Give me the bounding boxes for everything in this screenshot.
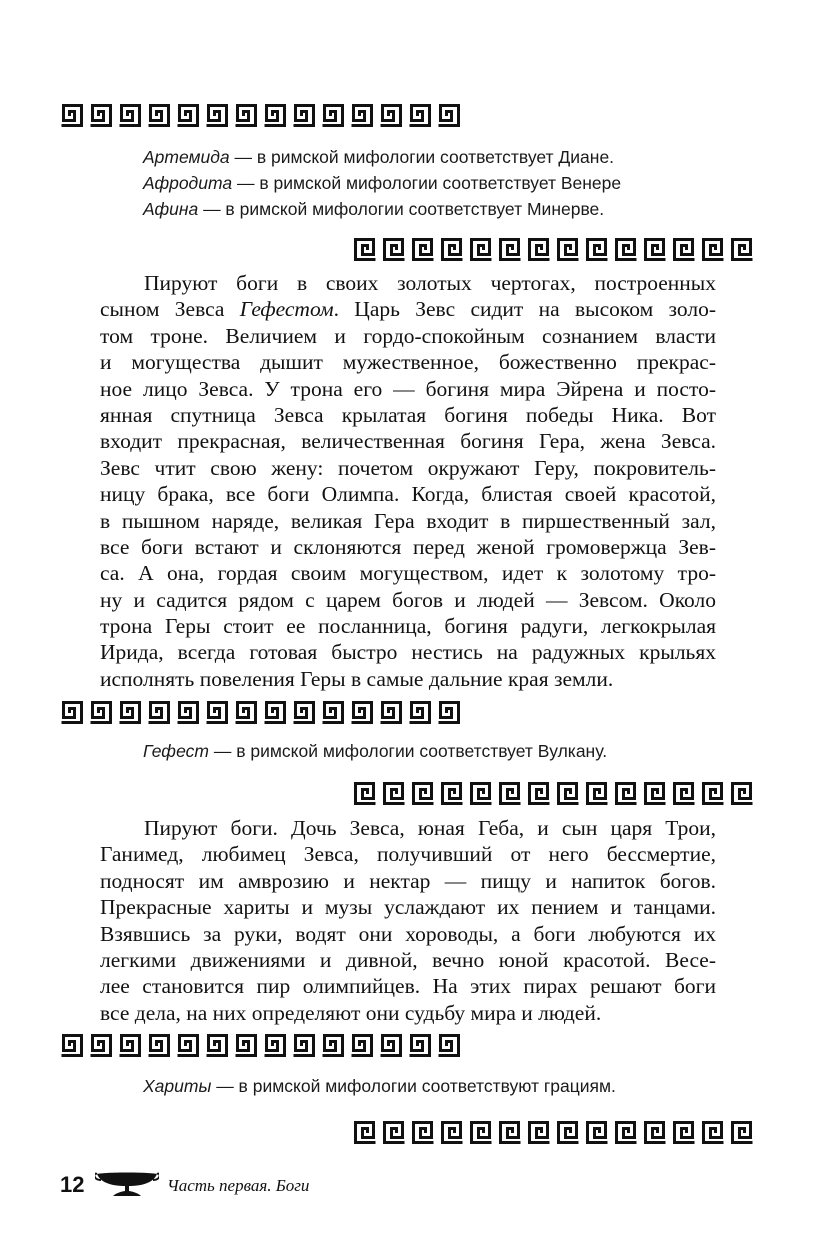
paragraph-1 [100,270,716,692]
text-line: Взявшись за руки, водят они хороводы, а боги любуются их [100,921,716,946]
greek-key-border-right [352,781,755,807]
footnote-block-2 [143,738,607,764]
text-line: исполнять повеления Геры в самые дальние края земли. [100,666,614,691]
page-number: 12 [60,1172,85,1197]
text-line: том троне. Величием и гордо-спокойным сознанием власти [100,323,716,348]
footnote-line: Артемида — в римской мифологии соответствует Диане. [143,147,615,167]
greek-key-border-left [60,700,465,726]
text-line: лее становится пир олимпийцев. На этих пирах решают боги [100,974,716,999]
text-line: ное лицо Зевса. У трона его — богиня мира Эйрена и посто- [100,376,716,401]
text-line: входит прекрасная, величественная богиня Гера, жена Зевса. [100,429,716,454]
greek-key-border-right [352,1120,755,1146]
greek-key-border-right [352,237,755,263]
greek-key-border-left [60,1033,465,1059]
running-footer-title: Часть первая. Боги [167,1176,310,1195]
text-line: трона Геры стоит ее посланница, богиня радуги, легкокрылая [100,614,716,639]
footnote-block-1 [143,144,621,222]
text-line: Пируют боги в своих золотых чертогах, построенных [144,271,716,295]
kylix-cup-icon [95,1170,159,1198]
text-line: подносят им амврозию и нектар — пищу и напиток богов. [100,868,716,893]
text-line: янная спутница Зевса крылатая богиня победы Ника. Вот [100,402,716,427]
text-line: сыном Зевса Гефестом. Царь Зевс сидит на высоком золо- [100,297,716,322]
text-line: в пышном наряде, великая Гера входит в пиршественный зал, [100,508,716,533]
footnote-line: Афродита — в римской мифологии соответствует Венере [143,173,622,193]
greek-key-border-top-left [60,103,465,129]
text-line: и могущества дышит мужественное, божественно прекрас- [100,350,716,375]
text-line: са. А она, гордая своим могуществом, идет к золотому тро- [100,561,716,586]
text-line: Ганимед, любимец Зевса, получивший от него бессмертие, [100,842,716,867]
footnote-line: Афина — в римской мифологии соответствует Минерве. [143,199,605,219]
text-line: Ирида, всегда готовая быстро нестись на радужных крыльях [100,640,716,665]
text-line: Пируют боги. Дочь Зевса, юная Геба, и сын царя Трои, [144,816,716,840]
text-line: Зевс чтит свою жену: почетом окружают Геру, покровитель- [100,455,716,480]
footnote-line: Гефест — в римской мифологии соответствует Вулкану. [143,741,608,761]
text-line: ну и садится рядом с царем богов и людей — Зевсом. Около [100,587,716,612]
text-line: все дела, на них определяют они судьбу мира и людей. [100,1000,602,1025]
footnote-line: Хариты — в римской мифологии соответствуют грациям. [143,1076,616,1096]
footnote-block-3 [143,1073,616,1099]
text-line: все боги встают и склоняются перед женой громовержца Зев- [100,534,716,559]
paragraph-2 [100,815,716,1026]
text-line: ницу брака, все боги Олимпа. Когда, блистая своей красотой, [100,482,716,507]
text-line: Прекрасные хариты и музы услаждают их пением и танцами. [100,895,716,920]
text-line: легкими движениями и дивной, вечно юной красотой. Весе- [100,947,716,972]
